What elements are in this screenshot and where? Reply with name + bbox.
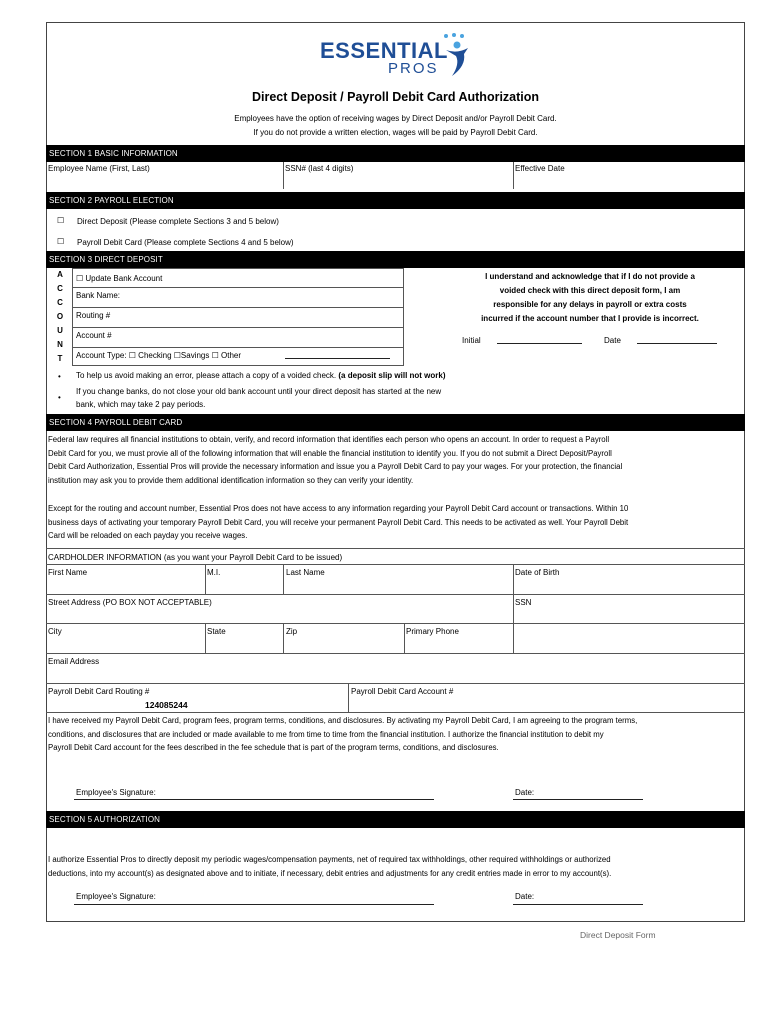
terms-line: Payroll Debit Card account for the fees described in the fee schedule that is part of the program terms, conditions, and disclosures. [48,743,499,752]
divider [283,162,284,189]
page-title: Direct Deposit / Payroll Debit Card Authorization [251,90,540,104]
divider [513,162,514,189]
bullet: • [58,393,61,402]
debit-card-option-label: Payroll Debit Card (Please complete Sections 4 and 5 below) [77,238,294,247]
para-line: institution may ask you to provide them additional identification information so they can verify your identity. [48,475,414,485]
ack-line: voided check with this direct deposit form, I am [499,286,681,295]
auth-line: deductions, into my account(s) as designated above and to initiate, if necessary, debit entries and adjustments for any credit entries made in error to my account(s). [48,868,612,878]
first-name-field[interactable] [48,578,203,593]
section4-date-label: Date: [515,788,535,797]
debit-card-checkbox[interactable]: ☐ [57,237,65,246]
logo-line2: PROS [388,60,439,77]
primary-phone-label: Primary Phone [406,627,459,636]
state-field[interactable] [207,637,281,652]
debit-card-routing-label: Payroll Debit Card Routing # [48,687,150,696]
footer-form-name: Direct Deposit Form [580,930,656,940]
divider [46,594,745,595]
routing-label: Routing # [76,311,111,320]
para-line: business days of activating your temporary Payroll Debit Card, you will receive your permanent Payroll Debit Card. This needs to be activated as well. Your Payroll Debit [48,517,629,527]
date-of-birth-field[interactable] [515,578,743,593]
account-letter: A [57,270,63,279]
account-letter: C [57,298,63,307]
divider [72,287,404,288]
intro-line-1: Employees have the option of receiving wages by Direct Deposit and/or Payroll Debit Card. [234,114,557,123]
voided-check-note-text: To help us avoid making an error, please attach a copy of a voided check. [76,371,339,380]
divider [46,564,745,565]
account-type-other-line[interactable] [285,358,390,359]
city-field[interactable] [48,637,203,652]
ack-line: incurred if the account number that I provide is incorrect. [481,314,699,323]
effective-date-label: Effective Date [515,164,565,173]
section4-signature-field[interactable] [74,799,434,800]
bank-name-label: Bank Name: [76,291,121,300]
email-address-label: Email Address [48,657,100,666]
initial-label: Initial [462,336,481,345]
para-line: Debit Card for you, we must provie all of the following information that will enable the financial institution to identify you. If you do not submit a Direct Deposit/Payroll [48,448,612,458]
ssn-field[interactable] [285,162,511,188]
divider [46,653,745,654]
divider [46,712,745,713]
account-number-field[interactable] [125,329,400,345]
section5-date-field[interactable] [513,904,643,905]
divider [46,548,745,549]
city-label: City [48,627,62,636]
divider [72,347,404,348]
account-vertical-label [52,268,68,366]
first-name-label: First Name [48,568,88,577]
email-address-field[interactable] [48,667,743,682]
section4-date-field[interactable] [513,799,643,800]
divider [72,327,404,328]
divider [283,623,284,653]
logo-figure-icon [440,32,474,78]
cardholder-ssn-label: SSN [515,598,532,607]
divider [404,623,405,653]
initial-field[interactable] [497,343,582,344]
bank-change-note [76,385,441,411]
account-type-options[interactable]: Account Type: ☐ Checking ☐Savings ☐ Other [76,351,241,360]
account-letter: O [56,312,64,321]
cardholder-info-header: CARDHOLDER INFORMATION (as you want your Payroll Debit Card to be issued) [48,553,343,562]
debit-card-account-label: Payroll Debit Card Account # [351,687,454,696]
section5-date-label: Date: [515,892,535,901]
ack-date-field[interactable] [637,343,717,344]
street-address-label: Street Address (PO BOX NOT ACCEPTABLE) [48,598,212,607]
divider [513,594,514,623]
section4-signature-label: Employee's Signature: [76,788,156,797]
cardholder-ssn-field[interactable] [515,608,743,622]
section4-header: SECTION 4 PAYROLL DEBIT CARD [46,414,745,431]
divider [205,564,206,594]
debit-card-routing-value: 124085244 [145,700,188,710]
para-line: Card will be reloaded on each payday you receive wages. [48,531,248,541]
deposit-slip-warning: (a deposit slip will not work) [338,371,446,380]
section1-header: SECTION 1 BASIC INFORMATION [46,145,745,162]
section3-header: SECTION 3 DIRECT DEPOSIT [46,251,745,268]
date-of-birth-label: Date of Birth [515,568,560,577]
access-paragraph [48,502,743,543]
account-letter: U [57,326,63,335]
last-name-field[interactable] [286,578,511,593]
divider [348,683,349,712]
direct-deposit-option-label: Direct Deposit (Please complete Sections 3 and 5 below) [77,217,279,226]
terms-paragraph [48,714,745,755]
ack-date-label: Date [604,336,621,345]
routing-field[interactable] [120,309,400,325]
bank-change-note-line: If you change banks, do not close your old bank account until your direct deposit has started at the new [76,387,442,396]
ssn-last4-label: SSN# (last 4 digits) [285,164,354,173]
terms-line: conditions, and disclosures that are included or made available to me from time to time from the financial institution. I authorize the financial institution to debit my [48,729,604,739]
auth-line: I authorize Essential Pros to directly deposit my periodic wages/compensation payments, net of required tax withholdings, other required withholdings or authorized [48,855,611,864]
bank-change-note-line: bank, which may take 2 pay periods. [76,400,206,409]
terms-line: I have received my Payroll Debit Card, program fees, program terms, conditions, and disclosures. By activating my Payroll Debit Card, I am agreeing to the program terms, [48,716,638,725]
account-letter: N [57,340,63,349]
ack-line: responsible for any delays in payroll or extra costs [493,300,687,309]
section5-header: SECTION 5 AUTHORIZATION [46,811,745,828]
update-bank-account-checkbox[interactable]: ☐ Update Bank Account [76,274,163,283]
divider [46,683,745,684]
bank-name-field[interactable] [140,289,400,305]
intro-line-2: If you do not provide a written election, wages will be paid by Payroll Debit Card. [253,128,538,137]
divider [513,564,514,594]
direct-deposit-checkbox[interactable]: ☐ [57,216,65,225]
street-address-field[interactable] [48,608,511,622]
para-line: Except for the routing and account number, Essential Pros does not have access to any information regarding your Payroll Debit Card account or transactions. Within 10 [48,504,629,513]
effective-date-field[interactable] [515,162,743,188]
bullet: • [58,372,61,381]
state-label: State [207,627,226,636]
zip-label: Zip [286,627,298,636]
divider [283,564,284,594]
voided-check-note [76,371,446,381]
divider [513,623,514,653]
account-letter: C [57,284,63,293]
primary-phone-field[interactable] [406,637,511,652]
debit-card-account-field[interactable] [351,697,743,711]
employee-name-label: Employee Name (First, Last) [48,164,150,173]
employee-name-field[interactable] [48,162,281,188]
zip-field[interactable] [286,637,402,652]
section5-signature-label: Employee's Signature: [76,892,156,901]
divider [46,623,745,624]
section5-signature-field[interactable] [74,904,434,905]
acknowledgement-text [440,270,740,326]
federal-law-paragraph [48,433,743,487]
middle-initial-field[interactable] [207,578,281,593]
divider [205,623,206,653]
para-line: Debit Card Authorization, Essential Pros will provide the necessary information and issue you a Payroll Debit Card to pay your wages. For your protection, the financial [48,462,623,472]
last-name-label: Last Name [286,568,325,577]
para-line: Federal law requires all financial institutions to obtain, verify, and record information that identifies each person who opens an account. In order to request a Payroll [48,435,610,444]
account-number-label: Account # [76,331,112,340]
divider [72,307,404,308]
section2-header: SECTION 2 PAYROLL ELECTION [46,192,745,209]
ack-line: I understand and acknowledge that if I do not provide a [485,272,695,281]
account-letter: T [57,354,63,363]
middle-initial-label: M.I. [207,568,221,577]
authorization-paragraph [48,853,745,880]
logo-line1: ESSENTIAL [320,38,448,63]
